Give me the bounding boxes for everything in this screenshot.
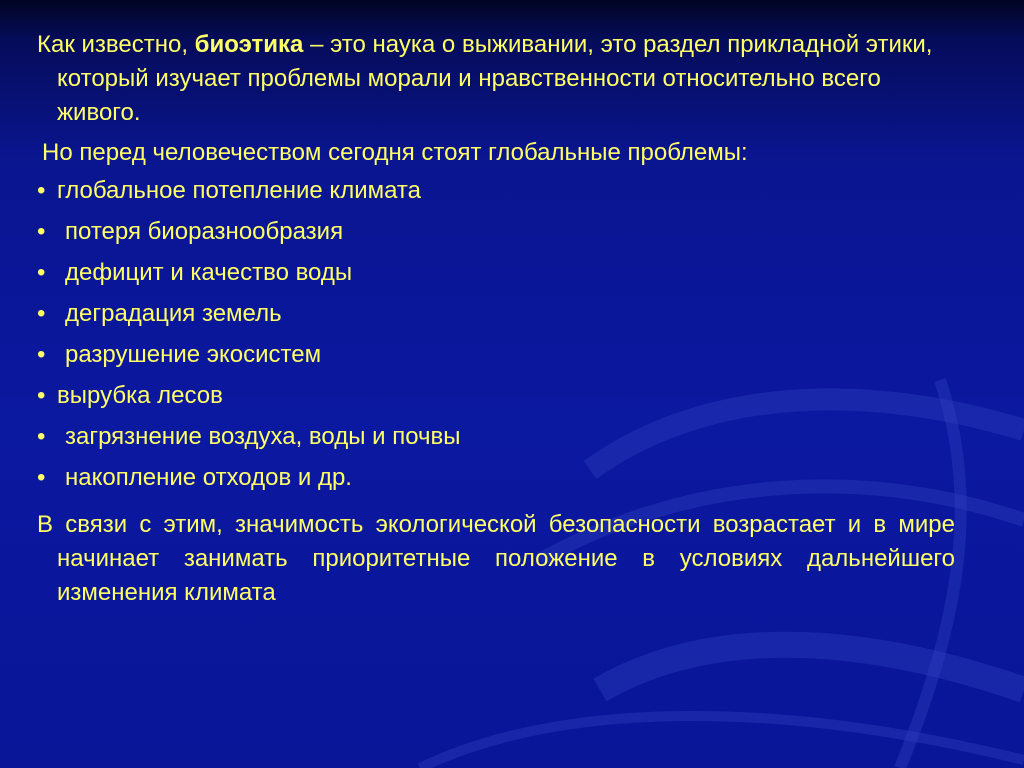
intro-paragraph bbox=[37, 28, 955, 130]
intro-term: биоэтика bbox=[194, 31, 304, 58]
list-item-text: вырубка лесов bbox=[57, 382, 223, 409]
bullet-icon: • bbox=[37, 259, 46, 286]
list-item bbox=[37, 174, 955, 215]
list-item-text: дефицит и качество воды bbox=[65, 259, 353, 286]
intro-rest: – это наука о выживании, это раздел прикладной этики, который изучает проблемы морали и нравственности относительно всего живого. bbox=[57, 31, 933, 126]
bullet-icon: • bbox=[37, 177, 46, 204]
list-item bbox=[37, 420, 955, 461]
lead-line: Но перед человечеством сегодня стоят глобальные проблемы: bbox=[42, 139, 748, 166]
bullet-icon: • bbox=[37, 423, 46, 450]
list-item bbox=[37, 379, 955, 420]
list-item-text: накопление отходов и др. bbox=[65, 464, 352, 491]
bullet-icon: • bbox=[37, 341, 46, 368]
intro-prefix: Как известно, bbox=[37, 31, 195, 58]
bullet-icon: • bbox=[37, 218, 46, 245]
closing-paragraph: В связи с этим, значимость экологической безопасности возрастает и в мире начинает занимать приоритетные положение в условиях дальнейшего изменения климата bbox=[37, 511, 955, 606]
list-item-text: глобальное потепление климата bbox=[57, 177, 421, 204]
list-item bbox=[37, 297, 955, 338]
list-item-text: разрушение экосистем bbox=[65, 341, 322, 368]
bullet-icon: • bbox=[37, 464, 46, 491]
bullet-icon: • bbox=[37, 382, 46, 409]
problems-list bbox=[37, 174, 955, 502]
list-item-text: деградация земель bbox=[65, 300, 282, 327]
list-item bbox=[37, 338, 955, 379]
bullet-icon: • bbox=[37, 300, 46, 327]
list-item-text: загрязнение воздуха, воды и почвы bbox=[65, 423, 461, 450]
list-item-text: потеря биоразнообразия bbox=[65, 218, 344, 245]
list-item bbox=[37, 461, 955, 502]
list-item bbox=[37, 215, 955, 256]
list-item bbox=[37, 256, 955, 297]
slide-content bbox=[37, 28, 955, 610]
